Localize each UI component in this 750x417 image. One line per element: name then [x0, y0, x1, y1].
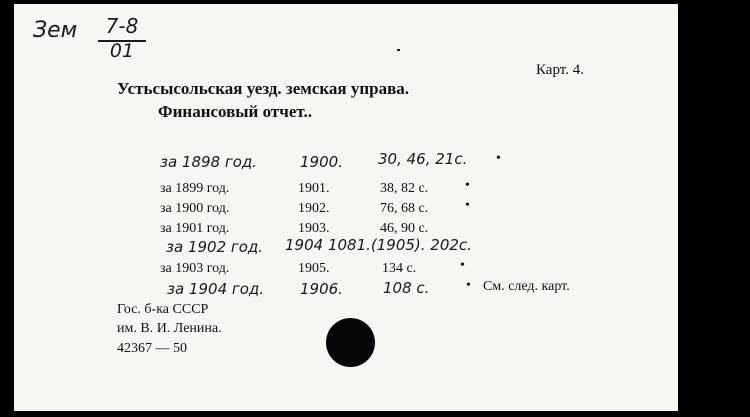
call-number-prefix: Зем	[33, 18, 78, 43]
entry-year: за 1900 год.	[160, 201, 230, 216]
entry-mark: •	[460, 258, 465, 273]
card-punch-hole	[326, 318, 375, 367]
entry-price: 38, 82 с.	[380, 181, 429, 196]
entry-publication-year: 1900.	[300, 153, 343, 171]
card-subtitle: Финансовый отчет..	[158, 102, 312, 121]
card-title: Устьсысольская уезд. земская управа.	[117, 79, 410, 98]
imprint-library-name: им. В. И. Ленина.	[117, 321, 222, 336]
entry-mark: •	[465, 178, 470, 193]
entry-year: за 1903 год.	[160, 261, 230, 276]
entry-publication-year: 1904 1081.(1905). 202с.	[285, 236, 472, 254]
entry-mark: •	[466, 278, 471, 293]
card-number: Карт. 4.	[536, 62, 584, 78]
entry-year: за 1898 год.	[160, 153, 258, 171]
call-number-numerator: 7-8	[105, 14, 139, 38]
entry-price: 76, 68 с.	[380, 201, 429, 216]
entry-publication-year: 1906.	[300, 280, 343, 298]
entry-year: за 1899 год.	[160, 181, 230, 196]
entry-publication-year: 1901.	[298, 181, 330, 196]
entry-year: за 1901 год.	[160, 221, 230, 236]
entry-publication-year: 1905.	[298, 261, 330, 276]
entry-price: 134 с.	[382, 261, 417, 276]
see-next-card-note: См. след. карт.	[483, 279, 570, 294]
entry-price: 30, 46, 21с.	[378, 150, 468, 168]
paper-speck	[397, 49, 400, 51]
entry-publication-year: 1903.	[298, 221, 330, 236]
entry-price: 46, 90 с.	[380, 221, 429, 236]
call-number-denominator: 01	[109, 40, 135, 62]
entry-mark: •	[496, 151, 501, 166]
imprint-order-number: 42367 — 50	[117, 341, 187, 356]
entry-mark: •	[465, 198, 470, 213]
imprint-library: Гос. б-ка СССР	[117, 302, 209, 317]
entry-price: 108 с.	[383, 279, 430, 297]
entry-year: за 1902 год.	[166, 238, 264, 256]
entry-publication-year: 1902.	[298, 201, 330, 216]
entry-year: за 1904 год.	[167, 280, 265, 298]
scan-border	[678, 0, 750, 417]
